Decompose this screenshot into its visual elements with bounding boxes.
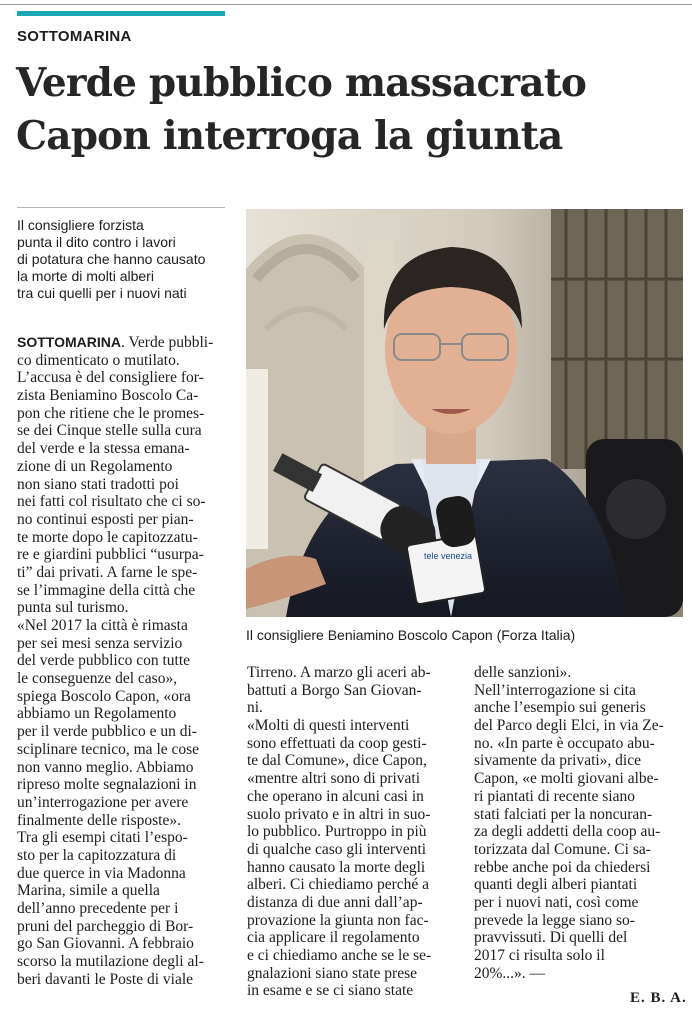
article-text-line: cia applicare il regolamento [247,929,420,947]
subhead-line: punta il dito contro i lavori [17,234,176,250]
article-text-line: che operano in alcuni casi in [247,787,424,805]
author-signature: E. B. A. [630,990,687,1006]
article-text-line: za degli addetti della coop au- [474,823,661,841]
article-text-line: stati falciati per la noncuran- [474,805,653,823]
article-text-line: hanno causato la morte degli [247,858,426,876]
headline [16,57,686,163]
article-text-line: di qualche caso gli interventi [247,840,427,858]
article-text-line: punta sul turismo. [17,599,129,617]
article-text-line: abbiamo un Regolamento [17,705,177,723]
article-text-line: spiega Boscolo Capon, «ora [17,687,191,705]
article-text-line: rebbe anche poi da chiedersi [474,858,651,876]
article-text-line: battuti a Borgo San Giovan- [247,681,422,699]
article-column-3 [474,664,686,982]
photo-illustration [246,209,683,617]
subheadline [17,217,237,302]
section-accent-bar [17,11,225,16]
article-text-line: Tirreno. A marzo gli aceri ab- [247,664,431,681]
article-text-line: scorso la mutilazione degli al- [17,953,204,971]
article-text-line: se l’immagine della città che [17,581,196,599]
article-column-2 [247,664,459,1000]
subhead-line: di potatura che hanno causato [17,251,206,267]
article-text-line: delle sanzioni». [474,664,572,681]
headline-line: Verde pubblico massacrato [16,60,587,106]
article-text-line: quanti degli alberi piantati [474,876,638,894]
article-text-line: del verde pubblico con tutte [17,652,191,670]
article-text-line: te morte dopo le capitozzatu- [17,528,198,546]
article-text-line: ni. [247,699,263,717]
article-text-line: co dimenticato o mutilato. [17,351,180,369]
article-text-line: per sei mesi senza servizio [17,634,183,652]
article-text-line: 20%...». — [474,964,546,982]
article-text-line: pruni del parcheggio di Bor- [17,917,194,935]
article-text-line: SOTTOMARINA. Verde pubbli- [17,334,214,351]
article-text-line: re e giardini pubblici “usurpa- [17,546,204,564]
article-text-line: del Parco degli Elci, in via Ze- [474,717,664,735]
subhead-line: tra cui quelli per i nuovi nati [17,285,187,301]
article-text-line: beri davanti le Poste di viale [17,970,194,988]
article-text-line: due querce in via Madonna [17,864,186,882]
article-text-line: non vanno meglio. Abbiamo [17,758,194,776]
article-text-line: non siano stati tradotti poi [17,475,179,493]
article-text-line: «Nel 2017 la città è rimasta [17,617,188,634]
headline-line: Capon interroga la giunta [16,113,563,159]
article-text-line: no continui esposti per pian- [17,510,194,528]
article-text-line: L’accusa è del consigliere for- [17,369,204,387]
article-text-line: Capon, «e molti giovani albe- [474,770,659,788]
article-text-line: zione di un Regolamento [17,457,173,475]
article-text-line: ripreso molte segnalazioni in [17,776,197,794]
article-text-line: ti” dai privati. A farne le spe- [17,563,198,581]
article-text-line: pon che ritiene che le promes- [17,404,205,422]
article-text-line: in esame e se ci siano state [247,982,414,1000]
section-label: SOTTOMARINA [17,28,132,45]
article-text-line: lo pubblico. Purtroppo in più [247,823,427,841]
article-text-line: te dal Comune», dice Capon, [247,752,427,770]
article-photo [246,209,683,617]
article-text-line: ri piantati di recente siano [474,787,635,805]
article-text-line: suolo privato e in altri in suo- [247,805,431,823]
article-text-line: del verde e la stessa emana- [17,440,190,458]
article-text-line: dell’anno precedente per i [17,900,179,917]
article-text-line: per i nuovi nati, così come [474,893,639,911]
article-text-line: Nell’interrogazione si cita [474,681,636,699]
article-text-line: e ci chiediamo anche se le se- [247,947,432,964]
article-text-line: nei fatti col risultato che ci so- [17,493,206,511]
article-text-line: sivamente da privati», dice [474,752,641,770]
top-rule [0,4,692,5]
article-text-line: sono effettuati da coop gesti- [247,734,427,752]
article-text-line: alberi. Ci chiediamo perché a [247,876,430,894]
article-text-line: Marina, simile a quella [17,882,160,900]
photo-caption: Il consigliere Beniamino Boscolo Capon (Forza Italia) [246,627,576,643]
article-text-line: gnalazioni siano state prese [247,964,418,982]
article-text-line: distanza di due anni dall’ap- [247,893,423,911]
microphone-logo-text: tele venezia [424,551,473,561]
article-text-line: se dei Cinque stelle sulla cura [17,422,202,440]
article-text-line: pravvissuti. Di quelli del [474,929,628,947]
article-text-line: torizzata dal Comune. Ci sa- [474,840,651,858]
subhead-line: la morte di molti alberi [17,268,154,284]
article-text-line: provazione la giunta non fac- [247,911,429,929]
article-text-line: go San Giovanni. A febbraio [17,935,194,953]
article-text-line: Tra gli esempi citati l’espo- [17,829,188,847]
article-text-line: 2017 ci risulta solo il [474,947,605,964]
article-column-1 [17,334,229,988]
article-text-line: un’interrogazione per avere [17,793,189,811]
article-text-line: per il verde pubblico e un di- [17,723,197,741]
article-text-line: «mentre altri sono di privati [247,770,421,788]
subhead-line: Il consigliere forzista [17,217,144,233]
article-text-line: zista Beniamino Boscolo Ca- [17,387,199,405]
article-text-line: sto per la capitozzatura di [17,846,177,864]
article-text-line: prevede la legge siano so- [474,911,635,929]
article-text-line: finalmente delle risposte». [17,811,181,829]
subhead-rule [17,207,225,208]
article-text-line: «Molti di questi interventi [247,717,410,735]
article-text-line: sciplinare tecnico, ma le cose [17,740,200,758]
article-text-line: le conseguenze del caso», [17,670,178,688]
article-text-line: anche l’esempio sui generis [474,699,646,717]
article-text-line: no. «In parte è occupato abu- [474,734,655,752]
